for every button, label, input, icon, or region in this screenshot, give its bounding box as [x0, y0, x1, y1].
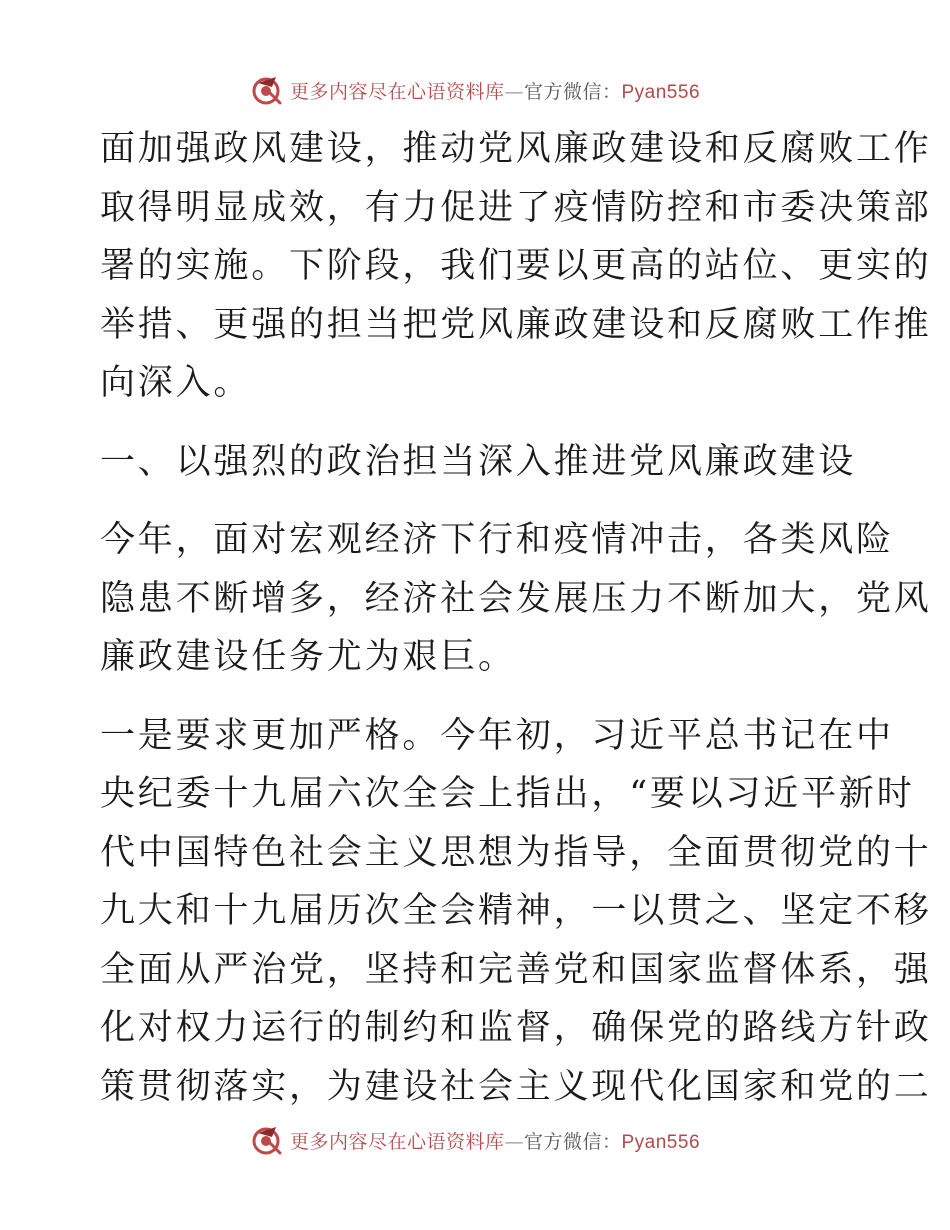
- text-line: 隐患不断增多，经济社会发展压力不断加大，党风: [100, 578, 932, 619]
- footer-banner-main: 更多内容尽在心语资料库: [289, 1130, 505, 1153]
- text-line: 今年，面对宏观经济下行和疫情冲击，各类风险: [100, 520, 894, 560]
- footer-banner-text: [290, 1127, 700, 1154]
- header-watermark-banner: [0, 70, 950, 110]
- section-heading-text: 一、以强烈的政治担当深入推进党风廉政建设: [100, 441, 857, 482]
- header-banner-text: [290, 77, 700, 104]
- paragraph-context: [100, 511, 932, 687]
- text-line: 策贯彻落实，为建设社会主义现代化国家和党的二: [100, 1066, 932, 1107]
- paragraph-requirements: [100, 707, 932, 1117]
- brand-logo-icon: [250, 73, 284, 107]
- text-line: 全面从严治党，坚持和完善党和国家监督体系，强: [100, 949, 932, 990]
- header-banner-wechat-id: Pyan556: [621, 81, 701, 103]
- text-line: 廉政建设任务尤为艰巨。: [100, 637, 516, 677]
- text-line: 举措、更强的担当把党风廉政建设和反腐败工作推: [100, 304, 932, 345]
- text-line: 化对权力运行的制约和监督，确保党的路线方针政: [100, 1008, 932, 1048]
- text-line: 向深入。: [100, 363, 252, 403]
- section-heading: [100, 433, 857, 492]
- text-line: 央纪委十九届六次全会上指出，“要以习近平新时: [100, 774, 915, 814]
- text-line: 面加强政风建设，推动党风廉政建设和反腐败工作: [100, 129, 932, 169]
- brand-logo-icon: [250, 1123, 284, 1157]
- header-banner-wechat-label: 官方微信：: [523, 80, 622, 103]
- text-line: 代中国特色社会主义思想为指导，全面贯彻党的十: [100, 832, 932, 873]
- footer-banner-wechat-label: 官方微信：: [523, 1130, 622, 1153]
- header-banner-separator: —: [504, 80, 524, 103]
- text-line: 一是要求更加严格。今年初，习近平总书记在中: [100, 715, 894, 756]
- document-body: [100, 120, 932, 1116]
- footer-banner-wechat-id: Pyan556: [621, 1131, 701, 1153]
- header-banner-main: 更多内容尽在心语资料库: [289, 80, 505, 103]
- text-line: 取得明显成效，有力促进了疫情防控和市委决策部: [100, 187, 932, 228]
- text-line: 署的实施。下阶段，我们要以更高的站位、更实的: [100, 246, 932, 286]
- text-line: 九大和十九届历次全会精神，一以贯之、坚定不移: [100, 891, 932, 931]
- footer-watermark-banner: [0, 1120, 950, 1160]
- paragraph-intro: [100, 120, 932, 413]
- footer-banner-separator: —: [504, 1130, 524, 1153]
